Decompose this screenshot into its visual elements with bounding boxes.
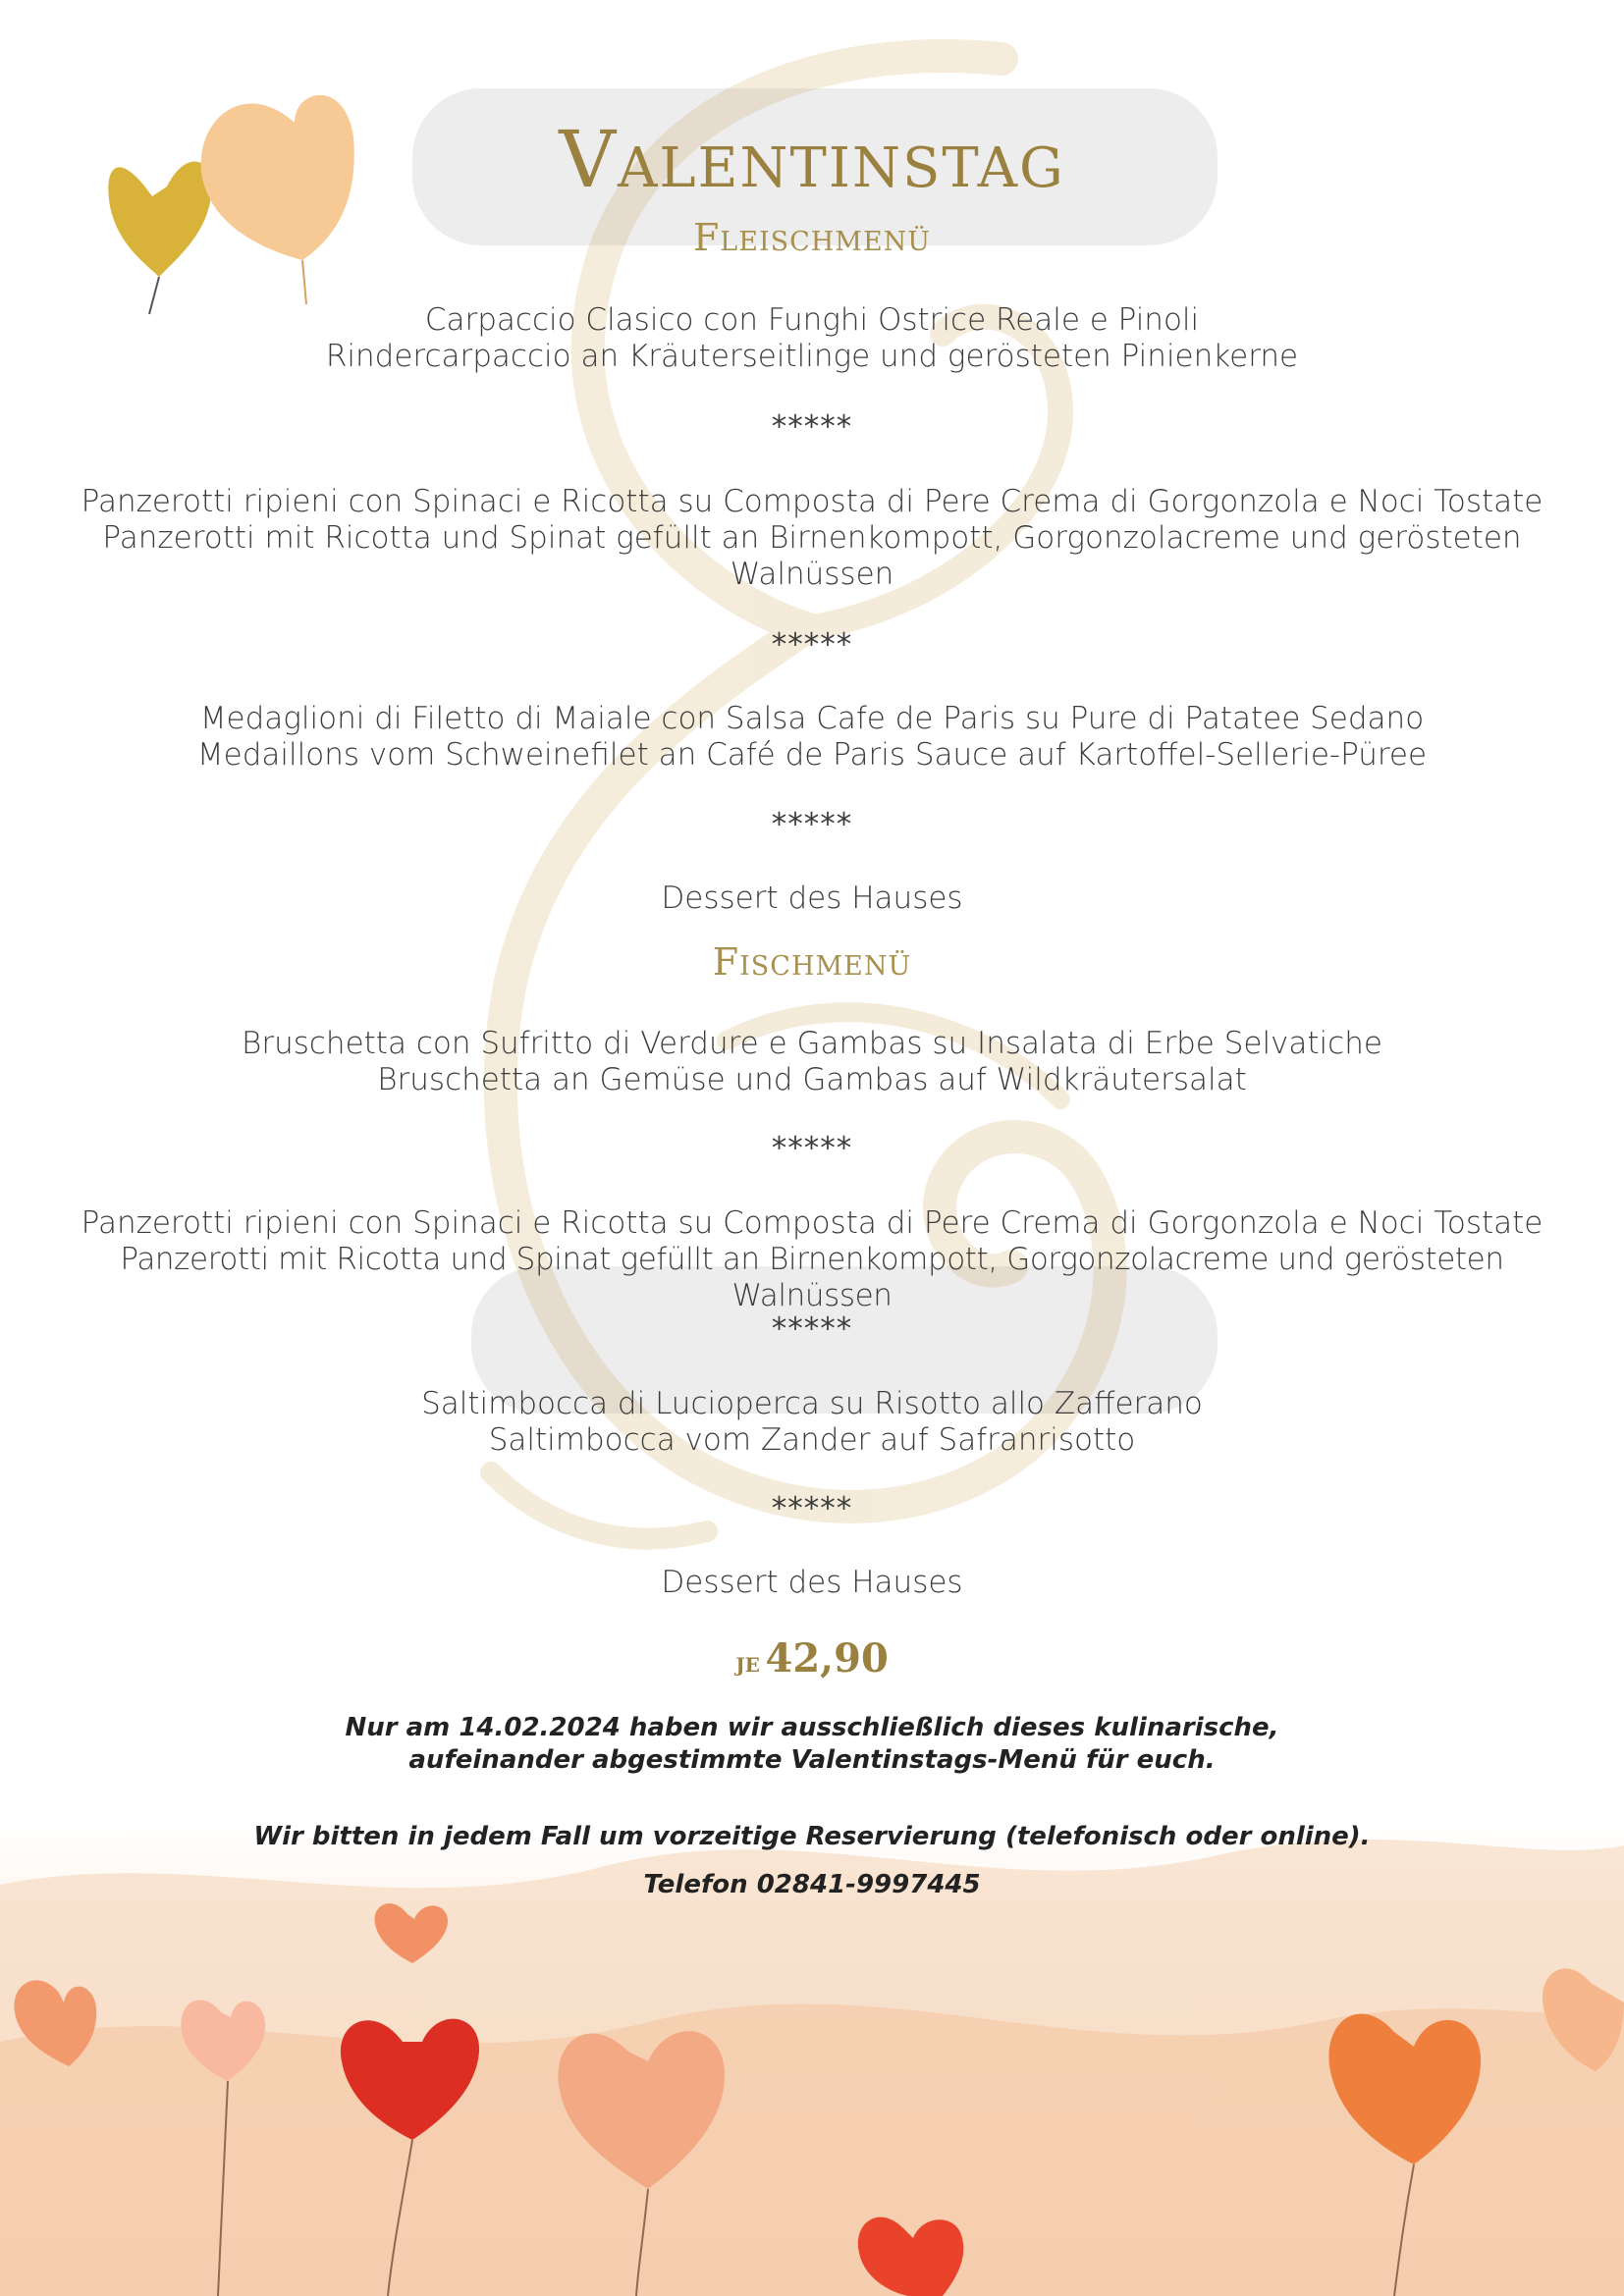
course-separator: *****	[771, 627, 853, 663]
course-separator: *****	[771, 807, 853, 842]
dish-line-italian: Panzerotti ripieni con Spinaci e Ricotta su Composta di Pere Crema di Gorgonzola e Noci Tostate	[81, 1205, 1543, 1241]
section-heading-fish: Fischmenü	[712, 940, 912, 984]
availability-note	[0, 1712, 1624, 1777]
menu-price	[0, 1633, 1624, 1692]
course-separator: *****	[771, 1131, 853, 1166]
dish-line-italian: Bruschetta con Sufritto di Verdure e Gambas su Insalata di Erbe Selvatiche	[242, 1026, 1382, 1061]
course-separator: *****	[771, 409, 853, 445]
price-amount: 42,90	[765, 1635, 889, 1682]
page-title: Valentinstag	[559, 114, 1065, 205]
note-line-1: Nur am 14.02.2024 haben wir ausschließlich dieses kulinarische,	[345, 1713, 1279, 1742]
price-prefix: je	[735, 1646, 760, 1679]
dish-line-german-cont: Walnüssen	[730, 557, 894, 592]
dish-line: Dessert des Hauses	[661, 881, 963, 916]
dish-line: Dessert des Hauses	[661, 1565, 963, 1600]
section-heading-meat: Fleischmenü	[692, 216, 932, 259]
dish-line-german: Medaillons vom Schweinefilet an Café de Paris Sauce auf Kartoffel-Sellerie-Püree	[196, 737, 1428, 773]
course-meat-3	[59, 701, 1565, 774]
phone-number: Telefon 02841-9997445	[643, 1870, 981, 1899]
dish-line-german: Panzerotti mit Ricotta und Spinat gefüllt an Birnenkompott, Gorgonzolacreme und gerösteten	[102, 520, 1522, 556]
course-separator: *****	[771, 1311, 853, 1347]
dish-line-italian: Panzerotti ripieni con Spinaci e Ricotta su Composta di Pere Crema di Gorgonzola e Noci Tostate	[81, 484, 1543, 519]
course-fish-1	[59, 1026, 1565, 1098]
dish-line-italian: Medaglioni di Filetto di Maiale con Salsa Cafe de Paris su Pure di Patatee Sedano	[199, 701, 1425, 736]
course-fish-dessert	[59, 1565, 1565, 1601]
course-meat-2	[59, 484, 1565, 593]
reservation-note: Wir bitten in jedem Fall um vorzeitige Reservierung (telefonisch oder online).	[253, 1822, 1371, 1851]
course-fish-3	[59, 1386, 1565, 1459]
dish-line-german: Saltimbocca vom Zander auf Safranrisotto	[488, 1422, 1136, 1458]
course-fish-2	[59, 1205, 1565, 1314]
course-meat-1	[59, 302, 1565, 375]
dish-line-german: Bruschetta an Gemüse und Gambas auf Wildkräutersalat	[377, 1062, 1247, 1097]
dish-line-italian: Saltimbocca di Lucioperca su Risotto allo Zafferano	[421, 1386, 1203, 1421]
note-line-2: aufeinander abgestimmte Valentinstags-Menü für euch.	[408, 1745, 1216, 1775]
dish-line-italian: Carpaccio Clasico con Funghi Ostrice Reale e Pinoli	[424, 302, 1200, 338]
dish-line-german: Panzerotti mit Ricotta und Spinat gefüllt an Birnenkompott, Gorgonzolacreme und gerösteten Walnüssen	[120, 1242, 1504, 1313]
course-separator: *****	[771, 1491, 853, 1526]
dish-line-german: Rindercarpaccio an Kräuterseitlinge und gerösteten Pinienkerne	[325, 339, 1299, 374]
course-meat-dessert	[59, 881, 1565, 917]
